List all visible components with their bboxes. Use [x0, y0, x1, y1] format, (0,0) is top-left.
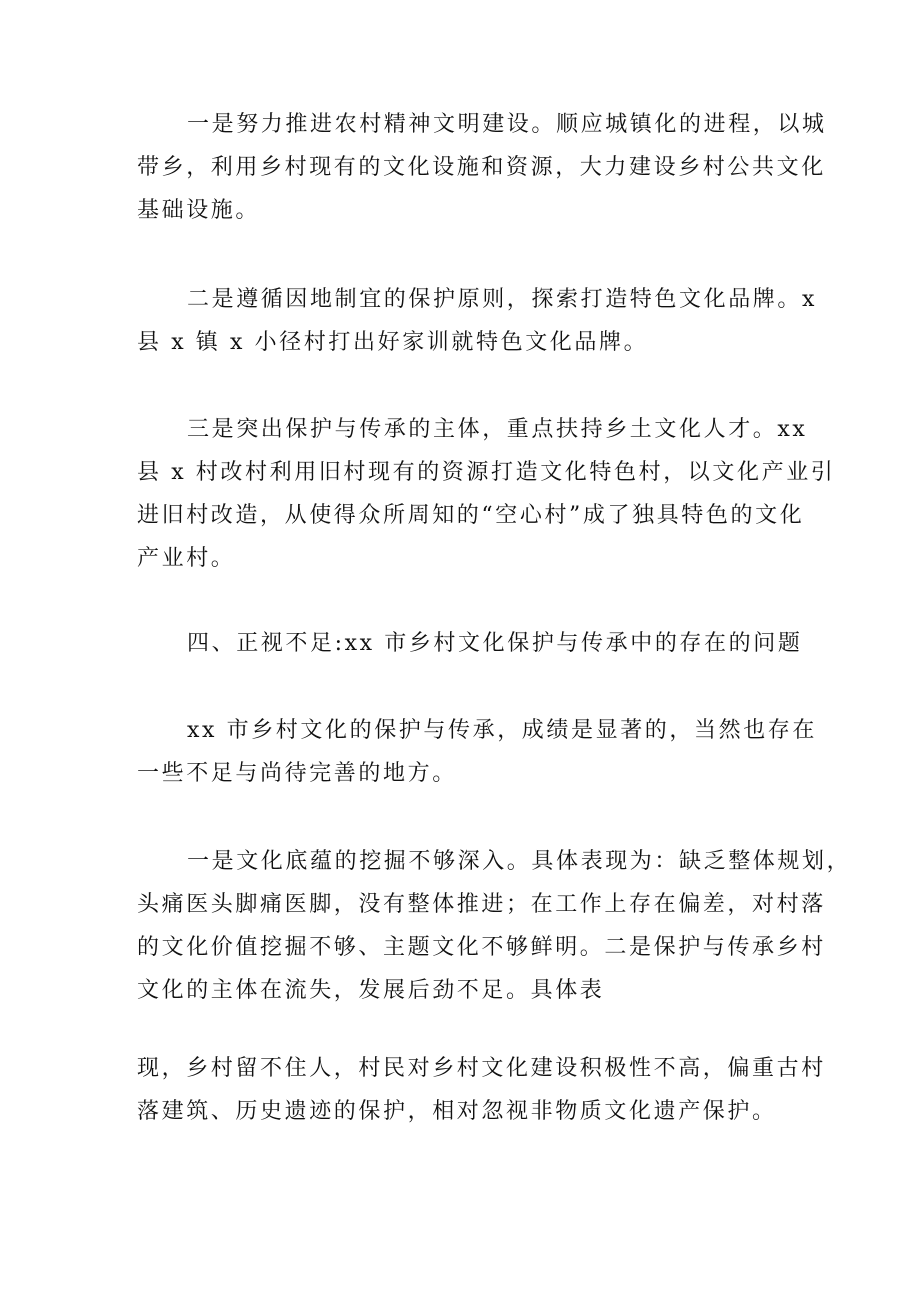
- text-line: 二是遵循因地制宜的保护原则，探索打造特色文化品牌。x: [187, 287, 818, 312]
- paragraph-protection-subject: [137, 408, 836, 580]
- text-line: 县 x 村改村利用旧村现有的资源打造文化特色村，以文化产业引: [137, 460, 836, 485]
- text-line: 的文化价值挖掘不够、主题文化不够鲜明。二是保护与传承乡村: [137, 935, 826, 960]
- text-line: 一些不足与尚待完善的地方。: [137, 761, 457, 786]
- text-line: 基础设施。: [137, 198, 261, 223]
- text-line: 落建筑、历史遗迹的保护，相对忽视非物质文化遗产保护。: [137, 1099, 777, 1124]
- paragraph-cultural-heritage-mining: [137, 840, 852, 1012]
- text-line: 三是突出保护与传承的主体，重点扶持乡土文化人才。xx: [187, 417, 808, 442]
- text-line: 一是努力推进农村精神文明建设。顺应城镇化的进程，以城: [187, 112, 827, 137]
- text-line: 进旧村改造，从使得众所周知的“空心村”成了独具特色的文化: [137, 503, 805, 528]
- text-line: 一是文化底蕴的挖掘不够深入。具体表现为：缺乏整体规划，: [187, 849, 852, 874]
- heading-text: 四、正视不足:xx 市乡村文化保护与传承中的存在的问题: [187, 631, 803, 656]
- section-heading-shortcomings: [137, 622, 803, 665]
- paragraph-local-protection-principle: [137, 278, 818, 364]
- text-line: 产业村。: [137, 546, 236, 571]
- text-line: 县 x 镇 x 小径村打出好家训就特色文化品牌。: [137, 330, 649, 355]
- text-line: 现，乡村留不住人，村民对乡村文化建设积极性不高，偏重古村: [137, 1056, 826, 1081]
- text-line: xx 市乡村文化的保护与传承，成绩是显著的，当然也存在: [187, 718, 818, 743]
- paragraph-shortcomings-intro: [137, 709, 818, 795]
- text-line: 文化的主体在流失，发展后劲不足。具体表: [137, 978, 605, 1003]
- text-line: 带乡，利用乡村现有的文化设施和资源，大力建设乡村公共文化: [137, 155, 826, 180]
- paragraph-continuation: [137, 1047, 826, 1133]
- text-line: 头痛医头脚痛医脚，没有整体推进；在工作上存在偏差，对村落: [137, 892, 826, 917]
- paragraph-rural-spiritual-civilization: [137, 103, 827, 232]
